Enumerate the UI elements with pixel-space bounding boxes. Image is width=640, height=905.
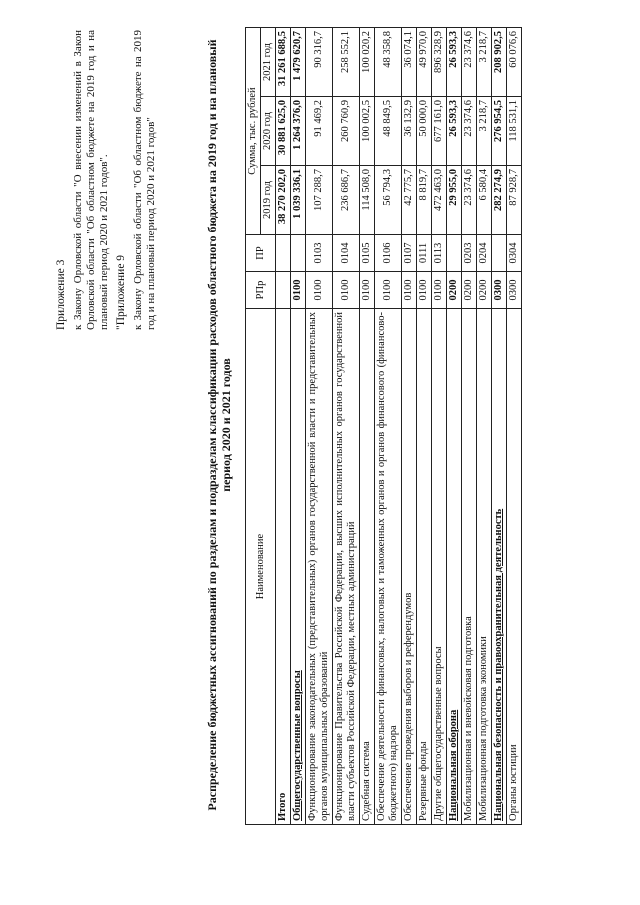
row-name-cell: Функционирование законодательных (представительных) органов государственной власти и представительных органов муниципальных образований bbox=[306, 309, 333, 825]
row-2020-cell: 30 881 625,0 bbox=[276, 97, 291, 166]
row-name-cell: Обеспечение деятельности финансовых, налоговых и таможенных органов и органов финансового (финансово-бюджетного) надзора bbox=[375, 309, 402, 825]
row-pr-cell: 0105 bbox=[360, 235, 375, 272]
header-year-2021: 2021 год bbox=[261, 28, 276, 97]
row-2019-cell: 42 775,7 bbox=[402, 166, 417, 235]
table-row bbox=[507, 28, 522, 825]
appendix-number: Приложение 3 bbox=[55, 259, 67, 330]
row-2020-cell: 276 954,5 bbox=[492, 97, 507, 166]
row-2020-cell: 50 000,0 bbox=[417, 97, 432, 166]
row-name-cell: Мобилизационная и вневойсковая подготовка bbox=[462, 309, 477, 825]
table-row bbox=[492, 28, 507, 825]
row-2019-cell: 472 463,0 bbox=[432, 166, 447, 235]
row-2021-cell: 48 358,8 bbox=[375, 28, 402, 97]
table-header-row bbox=[246, 28, 261, 825]
row-name-cell: Национальная оборона bbox=[447, 309, 462, 825]
row-2021-cell: 31 261 688,5 bbox=[276, 28, 291, 97]
row-2019-cell: 6 580,4 bbox=[477, 166, 492, 235]
row-name-cell: Обеспечение проведения выборов и референдумов bbox=[402, 309, 417, 825]
table-row bbox=[432, 28, 447, 825]
row-2020-cell: 91 469,2 bbox=[306, 97, 333, 166]
table-row bbox=[360, 28, 375, 825]
header-year-2019: 2019 год bbox=[261, 166, 276, 235]
row-pr-cell bbox=[291, 235, 306, 272]
row-2021-cell: 26 593,3 bbox=[447, 28, 462, 97]
row-rz-cell: 0100 bbox=[333, 272, 360, 309]
row-2019-cell: 107 288,7 bbox=[306, 166, 333, 235]
row-rz-cell: 0100 bbox=[375, 272, 402, 309]
row-name-cell: Национальная безопасность и правоохранительная деятельность bbox=[492, 309, 507, 825]
row-2019-cell: 87 928,7 bbox=[507, 166, 522, 235]
row-rz-cell: 0200 bbox=[447, 272, 462, 309]
appendix-9-number: "Приложение 9 bbox=[115, 254, 127, 330]
appendix-header bbox=[55, 30, 162, 330]
row-2021-cell: 100 020,2 bbox=[360, 28, 375, 97]
row-2021-cell: 60 076,6 bbox=[507, 28, 522, 97]
row-rz-cell: 0100 bbox=[291, 272, 306, 309]
row-pr-cell bbox=[276, 235, 291, 272]
row-2019-cell: 236 686,7 bbox=[333, 166, 360, 235]
row-2019-cell: 38 270 202,0 bbox=[276, 166, 291, 235]
row-2020-cell: 100 002,5 bbox=[360, 97, 375, 166]
header-sum: Сумма, тыс. рублей bbox=[246, 28, 261, 235]
header-pr: ПР bbox=[246, 235, 276, 272]
row-2021-cell: 258 552,1 bbox=[333, 28, 360, 97]
row-2020-cell: 118 531,1 bbox=[507, 97, 522, 166]
row-name-cell: Органы юстиции bbox=[507, 309, 522, 825]
header-year-2020: 2020 год bbox=[261, 97, 276, 166]
row-2021-cell: 896 328,9 bbox=[432, 28, 447, 97]
row-name-cell: Судебная система bbox=[360, 309, 375, 825]
row-pr-cell: 0204 bbox=[477, 235, 492, 272]
row-name-cell: Другие общегосударственные вопросы bbox=[432, 309, 447, 825]
table-row bbox=[462, 28, 477, 825]
row-pr-cell: 0107 bbox=[402, 235, 417, 272]
row-2019-cell: 23 374,6 bbox=[462, 166, 477, 235]
row-2019-cell: 282 274,9 bbox=[492, 166, 507, 235]
budget-table bbox=[245, 27, 522, 825]
row-pr-cell bbox=[492, 235, 507, 272]
row-2019-cell: 29 955,0 bbox=[447, 166, 462, 235]
row-2020-cell: 23 374,6 bbox=[462, 97, 477, 166]
table-row bbox=[375, 28, 402, 825]
row-2020-cell: 26 593,3 bbox=[447, 97, 462, 166]
table-row bbox=[402, 28, 417, 825]
appendix-law-reference: к Закону Орловской области "О внесении изменений в Закон Орловской области "Об областном бюджете на 2019 год и на плановый период 2020 и 2021 годов". bbox=[72, 30, 110, 330]
row-pr-cell: 0203 bbox=[462, 235, 477, 272]
row-pr-cell: 0104 bbox=[333, 235, 360, 272]
row-2021-cell: 3 218,7 bbox=[477, 28, 492, 97]
row-2019-cell: 1 039 336,1 bbox=[291, 166, 306, 235]
row-2020-cell: 3 218,7 bbox=[477, 97, 492, 166]
row-2020-cell: 36 132,9 bbox=[402, 97, 417, 166]
row-rz-cell bbox=[276, 272, 291, 309]
row-name-cell: Общегосударственные вопросы bbox=[291, 309, 306, 825]
row-rz-cell: 0200 bbox=[477, 272, 492, 309]
row-2021-cell: 49 970,0 bbox=[417, 28, 432, 97]
table-row bbox=[276, 28, 291, 825]
row-2021-cell: 23 374,6 bbox=[462, 28, 477, 97]
row-rz-cell: 0100 bbox=[360, 272, 375, 309]
row-2021-cell: 1 479 620,7 bbox=[291, 28, 306, 97]
row-rz-cell: 0100 bbox=[417, 272, 432, 309]
row-2020-cell: 677 161,0 bbox=[432, 97, 447, 166]
row-2019-cell: 8 819,7 bbox=[417, 166, 432, 235]
row-2019-cell: 114 508,0 bbox=[360, 166, 375, 235]
row-2020-cell: 48 849,5 bbox=[375, 97, 402, 166]
header-name: Наименование bbox=[246, 309, 276, 825]
row-pr-cell: 0106 bbox=[375, 235, 402, 272]
row-2020-cell: 1 264 376,0 bbox=[291, 97, 306, 166]
row-rz-cell: 0300 bbox=[507, 272, 522, 309]
row-2021-cell: 208 902,5 bbox=[492, 28, 507, 97]
row-name-cell: Мобилизационная подготовка экономики bbox=[477, 309, 492, 825]
appendix-9-law-reference: к Закону Орловской области "Об областном бюджете на 2019 год и на плановый период 2020 и 2021 годов" bbox=[132, 30, 157, 330]
row-name-cell: Резервные фонды bbox=[417, 309, 432, 825]
row-pr-cell: 0113 bbox=[432, 235, 447, 272]
header-rz: РПр bbox=[246, 272, 276, 309]
row-pr-cell: 0103 bbox=[306, 235, 333, 272]
table-row bbox=[333, 28, 360, 825]
row-2020-cell: 260 760,9 bbox=[333, 97, 360, 166]
row-rz-cell: 0300 bbox=[492, 272, 507, 309]
table-row bbox=[477, 28, 492, 825]
document-title: Распределение бюджетных ассигнований по разделам и подразделам классификации расходов областного бюджета на 2019 год и на плановый период 2020 и 2021 годов bbox=[205, 39, 233, 811]
row-2021-cell: 36 074,1 bbox=[402, 28, 417, 97]
row-rz-cell: 0100 bbox=[402, 272, 417, 309]
row-rz-cell: 0200 bbox=[462, 272, 477, 309]
table-row bbox=[306, 28, 333, 825]
row-pr-cell: 0111 bbox=[417, 235, 432, 272]
row-name-cell: Итого bbox=[276, 309, 291, 825]
row-pr-cell bbox=[447, 235, 462, 272]
row-2019-cell: 56 794,3 bbox=[375, 166, 402, 235]
row-name-cell: Функционирование Правительства Российской Федерации, высших исполнительных органов государственной власти субъектов Российской Федерации, местных администраций bbox=[333, 309, 360, 825]
table-row bbox=[417, 28, 432, 825]
table-row bbox=[291, 28, 306, 825]
row-pr-cell: 0304 bbox=[507, 235, 522, 272]
row-2021-cell: 90 316,7 bbox=[306, 28, 333, 97]
row-rz-cell: 0100 bbox=[432, 272, 447, 309]
table-row bbox=[447, 28, 462, 825]
row-rz-cell: 0100 bbox=[306, 272, 333, 309]
